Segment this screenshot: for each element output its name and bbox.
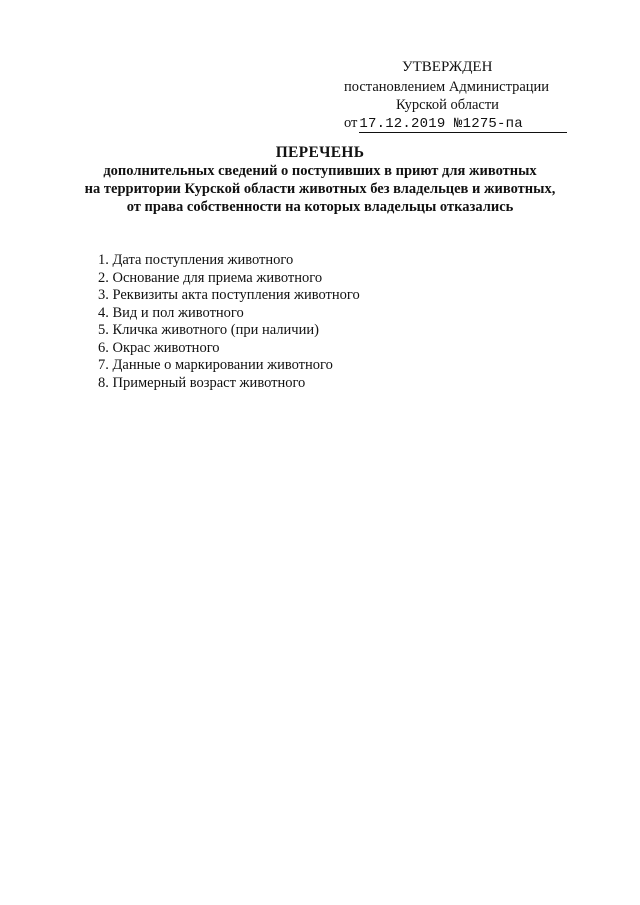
document-subtitle-line: на территории Курской области животных без владельцев и животных, (84, 181, 556, 197)
date-and-number-field: 17.12.2019 №1275-па (359, 116, 567, 133)
document-subtitle-line: от права собственности на которых владельцы отказались (126, 199, 514, 215)
list-item: 2. Основание для приема животного (98, 269, 323, 286)
date-prefix: от (344, 115, 358, 131)
list-item: 7. Данные о маркировании животного (98, 357, 333, 373)
approved-title: УТВЕРЖДЕН (402, 59, 493, 75)
approval-date-line (344, 114, 567, 133)
list-item: 4. Вид и пол животного (98, 304, 244, 321)
list-item: 6. Окрас животного (98, 339, 220, 356)
list-item: 1. Дата поступления животного (98, 252, 294, 268)
document-title: ПЕРЕЧЕНЬ (275, 144, 365, 161)
list-item: 3. Реквизиты акта поступления животного (98, 287, 360, 303)
approval-region-line: Курской области (396, 97, 499, 113)
list-item: 5. Кличка животного (при наличии) (98, 322, 319, 338)
list-item: 8. Примерный возраст животного (98, 374, 306, 391)
document-subtitle-line: дополнительных сведений о поступивших в приют для животных (103, 163, 537, 179)
approval-authority-line: постановлением Администрации (344, 79, 550, 95)
info-items-list (98, 252, 360, 392)
